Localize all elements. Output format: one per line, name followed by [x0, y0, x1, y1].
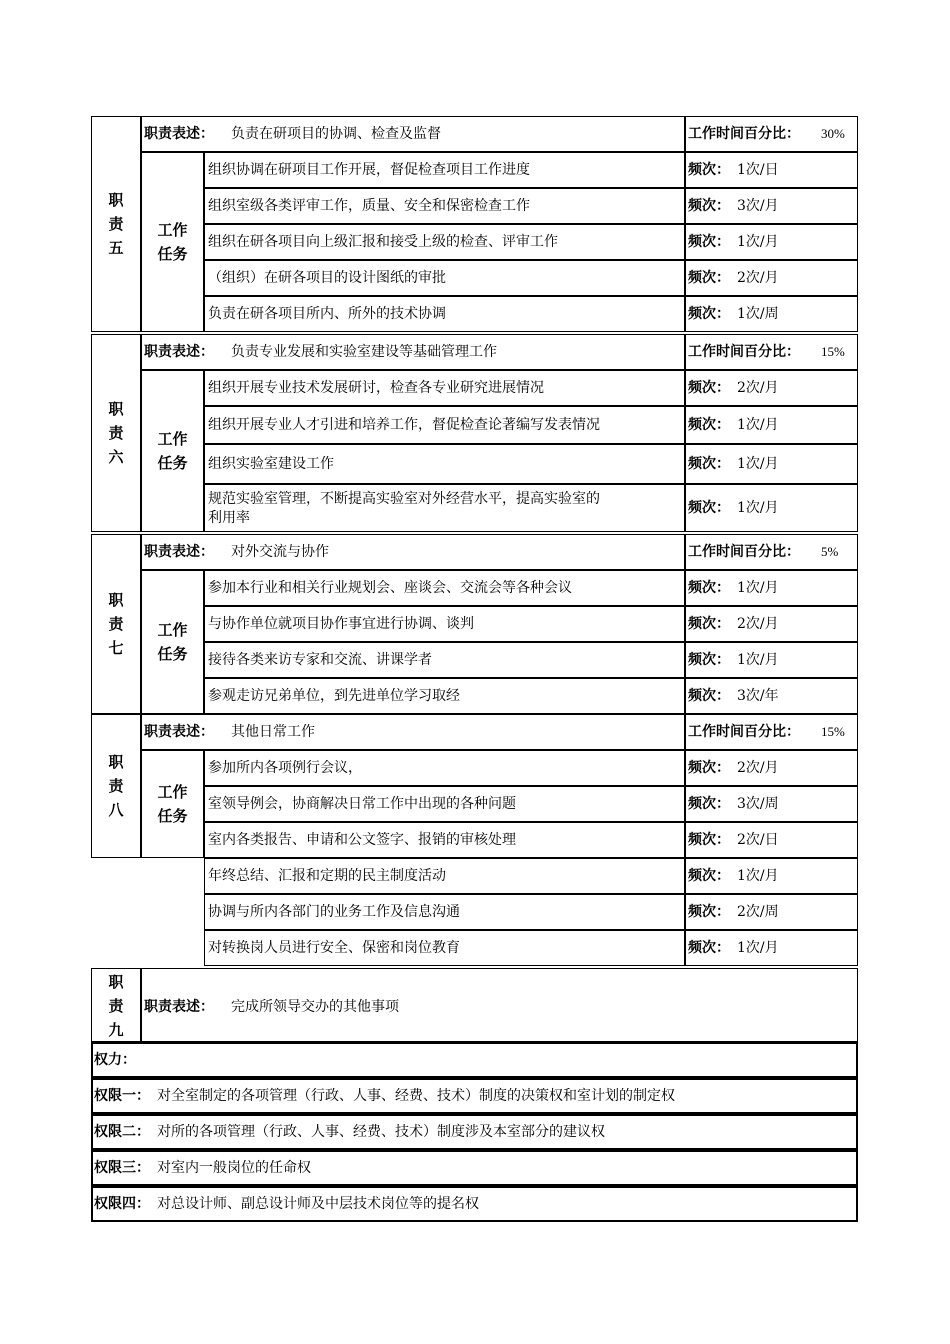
duty-description: 其他日常工作 — [231, 724, 315, 740]
frequency-value: 3次/年 — [737, 688, 779, 704]
duty-description: 对外交流与协作 — [231, 544, 329, 560]
tasks-label-line: 工作 — [157, 221, 188, 239]
frequency-label: 频次： — [688, 868, 730, 884]
description-label: 职责表述： — [144, 126, 214, 142]
task-text: 组织在研各项目向上级汇报和接受上级的检查、评审工作 — [208, 234, 558, 250]
duty-name-char: 责 — [108, 215, 124, 233]
frequency-label: 频次： — [688, 904, 730, 920]
task-text: 组织开展专业人才引进和培养工作，督促检查论著编写发表情况 — [208, 417, 600, 433]
power-text: 对室内一般岗位的任命权 — [157, 1160, 311, 1176]
tasks-label-line: 任务 — [157, 245, 188, 263]
time-percent-value: 5% — [821, 544, 839, 559]
task-text-line: 利用率 — [208, 510, 250, 526]
time-percent-label: 工作时间百分比： — [688, 544, 800, 560]
duty-name-char: 职 — [108, 591, 124, 609]
duty-name — [91, 188, 141, 260]
duty-description-cell — [141, 534, 685, 570]
description-label: 职责表述： — [144, 999, 214, 1015]
frequency-label: 频次： — [688, 198, 730, 214]
frequency-value: 1次/月 — [737, 940, 779, 956]
task-text: 接待各类来访专家和交流、讲课学者 — [208, 652, 432, 668]
duty-description: 负责在研项目的协调、检查及监督 — [231, 126, 441, 142]
duty-name-char: 责 — [108, 997, 124, 1015]
frequency-label: 频次： — [688, 580, 730, 596]
task-text: 组织室级各类评审工作，质量、安全和保密检查工作 — [208, 198, 530, 214]
tasks-label — [141, 218, 204, 266]
power-text: 对所的各项管理（行政、人事、经费、技术）制度涉及本室部分的建议权 — [157, 1124, 605, 1140]
frequency-value: 1次/日 — [737, 162, 779, 178]
frequency-value: 1次/月 — [737, 868, 779, 884]
frequency-label: 频次： — [688, 688, 730, 704]
frequency-label: 频次： — [688, 796, 730, 812]
task-text: 组织开展专业技术发展研讨，检查各专业研究进展情况 — [208, 380, 544, 396]
frequency-value: 3次/月 — [737, 198, 779, 214]
frequency-label: 频次： — [688, 500, 730, 516]
frequency-value: 1次/月 — [737, 234, 779, 250]
duty-name-char: 责 — [108, 777, 124, 795]
frequency-value: 1次/月 — [737, 500, 779, 516]
time-percent-value: 15% — [821, 724, 845, 739]
description-label: 职责表述： — [144, 544, 214, 560]
power-label: 权限四： — [94, 1196, 150, 1212]
frequency-label: 频次： — [688, 306, 730, 322]
task-text-line: 规范实验室管理，不断提高实验室对外经营水平，提高实验室的 — [208, 491, 600, 507]
frequency-value: 1次/月 — [737, 417, 779, 433]
frequency-value: 3次/周 — [737, 796, 779, 812]
frequency-label: 频次： — [688, 380, 730, 396]
frequency-label: 频次： — [688, 652, 730, 668]
powers-title: 权力： — [94, 1052, 136, 1068]
duty-name-char: 九 — [108, 1021, 124, 1039]
frequency-label: 频次： — [688, 456, 730, 472]
description-label: 职责表述： — [144, 724, 214, 740]
power-text: 对总设计师、副总设计师及中层技术岗位等的提名权 — [157, 1196, 479, 1212]
frequency-value: 2次/月 — [737, 270, 779, 286]
tasks-label-line: 任务 — [157, 645, 188, 663]
frequency-value: 2次/日 — [737, 832, 779, 848]
duty-description: 完成所领导交办的其他事项 — [231, 999, 399, 1015]
duty-description-cell — [141, 714, 685, 750]
duty-name-char: 职 — [108, 191, 124, 209]
time-percent-value: 15% — [821, 344, 845, 359]
power-text: 对全室制定的各项管理（行政、人事、经费、技术）制度的决策权和室计划的制定权 — [157, 1088, 675, 1104]
duty-name — [91, 397, 141, 469]
frequency-value: 1次/周 — [737, 306, 779, 322]
frequency-value: 1次/月 — [737, 456, 779, 472]
frequency-label: 频次： — [688, 270, 730, 286]
task-text: 组织实验室建设工作 — [208, 456, 334, 472]
tasks-label — [141, 780, 204, 828]
task-text: 室领导例会，协商解决日常工作中出现的各种问题 — [208, 796, 516, 812]
frequency-label: 频次： — [688, 162, 730, 178]
duty-name-char: 职 — [108, 973, 124, 991]
frequency-label: 频次： — [688, 616, 730, 632]
tasks-label-line: 工作 — [157, 783, 188, 801]
duty-name-char: 职 — [108, 400, 124, 418]
frequency-label: 频次： — [688, 234, 730, 250]
duty-name-char: 六 — [108, 448, 124, 466]
power-label: 权限二： — [94, 1124, 150, 1140]
frequency-label: 频次： — [688, 417, 730, 433]
frequency-label: 频次： — [688, 832, 730, 848]
duty-name-char: 职 — [108, 753, 124, 771]
duty-name — [91, 750, 141, 822]
tasks-label-line: 工作 — [157, 621, 188, 639]
duty-name-char: 五 — [108, 239, 124, 257]
power-label: 权限三： — [94, 1160, 150, 1176]
task-text: 协调与所内各部门的业务工作及信息沟通 — [208, 904, 460, 920]
tasks-label — [141, 618, 204, 666]
frequency-value: 1次/月 — [737, 580, 779, 596]
time-percent-value: 30% — [821, 126, 845, 141]
task-text: 室内各类报告、申请和公文签字、报销的审核处理 — [208, 832, 516, 848]
duty-name-char: 八 — [108, 801, 124, 819]
tasks-label — [141, 427, 204, 475]
frequency-label: 频次： — [688, 940, 730, 956]
frequency-value: 2次/周 — [737, 904, 779, 920]
tasks-label-line: 任务 — [157, 807, 188, 825]
duty-name-char: 七 — [108, 639, 124, 657]
frequency-value: 2次/月 — [737, 380, 779, 396]
task-text: 负责在研各项目所内、所外的技术协调 — [208, 306, 446, 322]
duty-name — [91, 970, 141, 1042]
duty-name — [91, 588, 141, 660]
duty-name-char: 责 — [108, 424, 124, 442]
description-label: 职责表述： — [144, 344, 214, 360]
duty-description: 负责专业发展和实验室建设等基础管理工作 — [231, 344, 497, 360]
task-text: 对转换岗人员进行安全、保密和岗位教育 — [208, 940, 460, 956]
frequency-value: 2次/月 — [737, 616, 779, 632]
time-percent-label: 工作时间百分比： — [688, 344, 800, 360]
task-text: 参观走访兄弟单位，到先进单位学习取经 — [208, 688, 460, 704]
duty-name-char: 责 — [108, 615, 124, 633]
power-label: 权限一： — [94, 1088, 150, 1104]
time-percent-label: 工作时间百分比： — [688, 724, 800, 740]
tasks-label-line: 任务 — [157, 454, 188, 472]
task-text: 与协作单位就项目协作事宜进行协调、谈判 — [208, 616, 474, 632]
task-text: 参加本行业和相关行业规划会、座谈会、交流会等各种会议 — [208, 580, 572, 596]
frequency-label: 频次： — [688, 760, 730, 776]
task-text: （组织）在研各项目的设计图纸的审批 — [208, 270, 446, 286]
task-text: 年终总结、汇报和定期的民主制度活动 — [208, 868, 446, 884]
frequency-value: 1次/月 — [737, 652, 779, 668]
frequency-value: 2次/月 — [737, 760, 779, 776]
powers-title-cell — [91, 1042, 858, 1078]
time-percent-label: 工作时间百分比： — [688, 126, 800, 142]
task-text: 参加所内各项例行会议， — [208, 760, 362, 776]
task-text: 组织协调在研项目工作开展，督促检查项目工作进度 — [208, 162, 530, 178]
tasks-label-line: 工作 — [157, 430, 188, 448]
